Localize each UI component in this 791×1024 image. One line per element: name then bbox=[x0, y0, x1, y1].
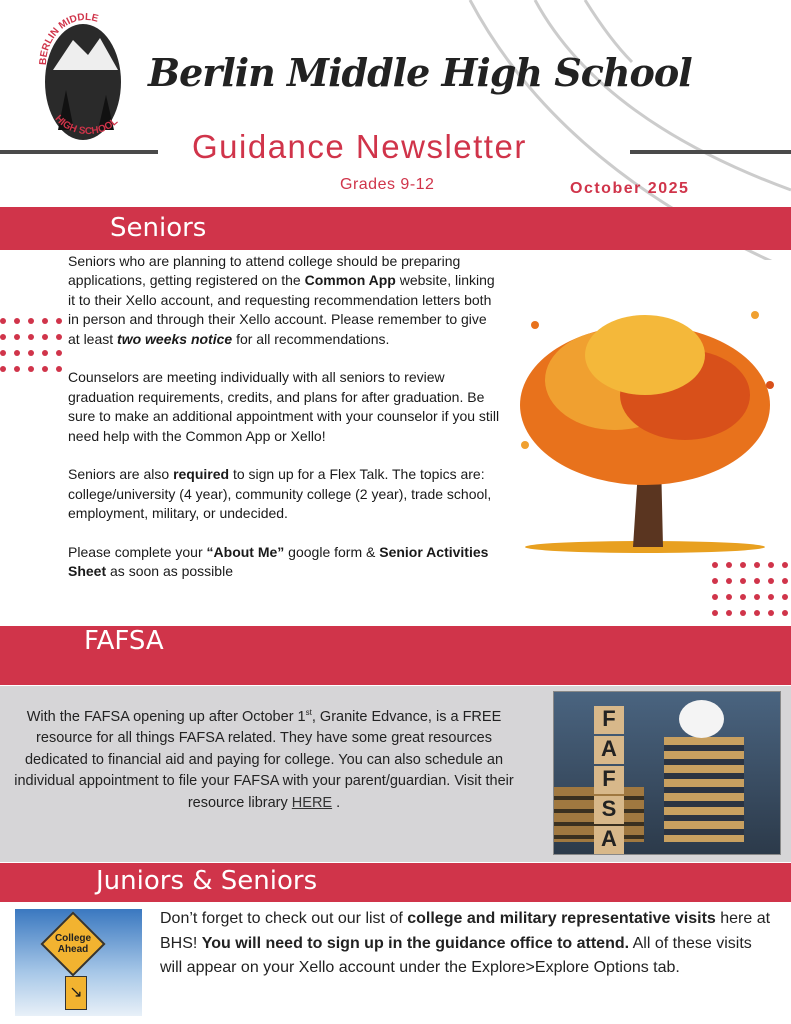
fafsa-heading: FAFSA bbox=[84, 626, 164, 656]
seniors-header-bar bbox=[0, 207, 791, 250]
decorative-dots-left bbox=[0, 318, 62, 372]
school-name: Berlin Middle High School bbox=[148, 50, 692, 95]
seniors-paragraph-2: Counselors are meeting individually with all seniors to review graduation requirements, credits, and plans for after graduation. Be sure to make an additional appointment with your counselor if you still need help with the Common App or Xello! bbox=[68, 369, 500, 444]
autumn-tree-image bbox=[505, 285, 785, 560]
svg-text:HIGH SCHOOL: HIGH SCHOOL bbox=[52, 113, 121, 138]
fafsa-panel bbox=[0, 686, 791, 862]
grades-label: Grades 9-12 bbox=[340, 176, 435, 193]
juniors-header-bar bbox=[0, 863, 791, 902]
rule-right bbox=[630, 150, 791, 154]
issue-date: October 2025 bbox=[570, 180, 690, 197]
fafsa-blocks-image: F A F S A bbox=[553, 691, 781, 855]
school-logo bbox=[38, 10, 133, 145]
seniors-paragraph-3: Seniors are also required to sign up for a Flex Talk. The topics are: college/university (4 year), community college (2 year), trade school, employment, military, or undecided. bbox=[68, 466, 492, 522]
fafsa-text: With the FAFSA opening up after October 1st, Granite Edvance, is a FREE resource for all things FAFSA related. They have some great resources dedicated to financial aid and paying for college. You can also schedule an individual appointment to file your FAFSA with your parent/guardian. Visit their resource library HERE . bbox=[14, 708, 514, 811]
college-ahead-sign-image: College Ahead ↘ bbox=[15, 909, 142, 1016]
newsletter-title: Guidance Newsletter bbox=[192, 128, 527, 165]
juniors-heading: Juniors & Seniors bbox=[96, 866, 318, 896]
seniors-heading: Seniors bbox=[110, 213, 207, 243]
seniors-body bbox=[68, 252, 500, 601]
rule-left bbox=[0, 150, 158, 154]
svg-text:BERLIN MIDDLE: BERLIN MIDDLE bbox=[38, 11, 100, 66]
seniors-paragraph-1: Seniors who are planning to attend college should be preparing applications, getting registered on the Common App website, linking it to their Xello account, and requesting recommendation letters both in person and through their Xello account. Please remember to give at least two weeks notice for all recommendations. bbox=[68, 253, 495, 347]
juniors-text: Don’t forget to check out our list of college and military representative visits here at BHS! You will need to sign up in the guidance office to attend. All of these visits will appear on your Xello account under the Explore>Explore Options tab. bbox=[160, 910, 771, 976]
here-link[interactable]: HERE bbox=[291, 794, 333, 811]
seniors-paragraph-4: Please complete your “About Me” google form & Senior Activities Sheet as soon as possible bbox=[68, 544, 489, 580]
decorative-dots-right bbox=[712, 562, 788, 616]
fafsa-header-bar bbox=[0, 626, 791, 685]
